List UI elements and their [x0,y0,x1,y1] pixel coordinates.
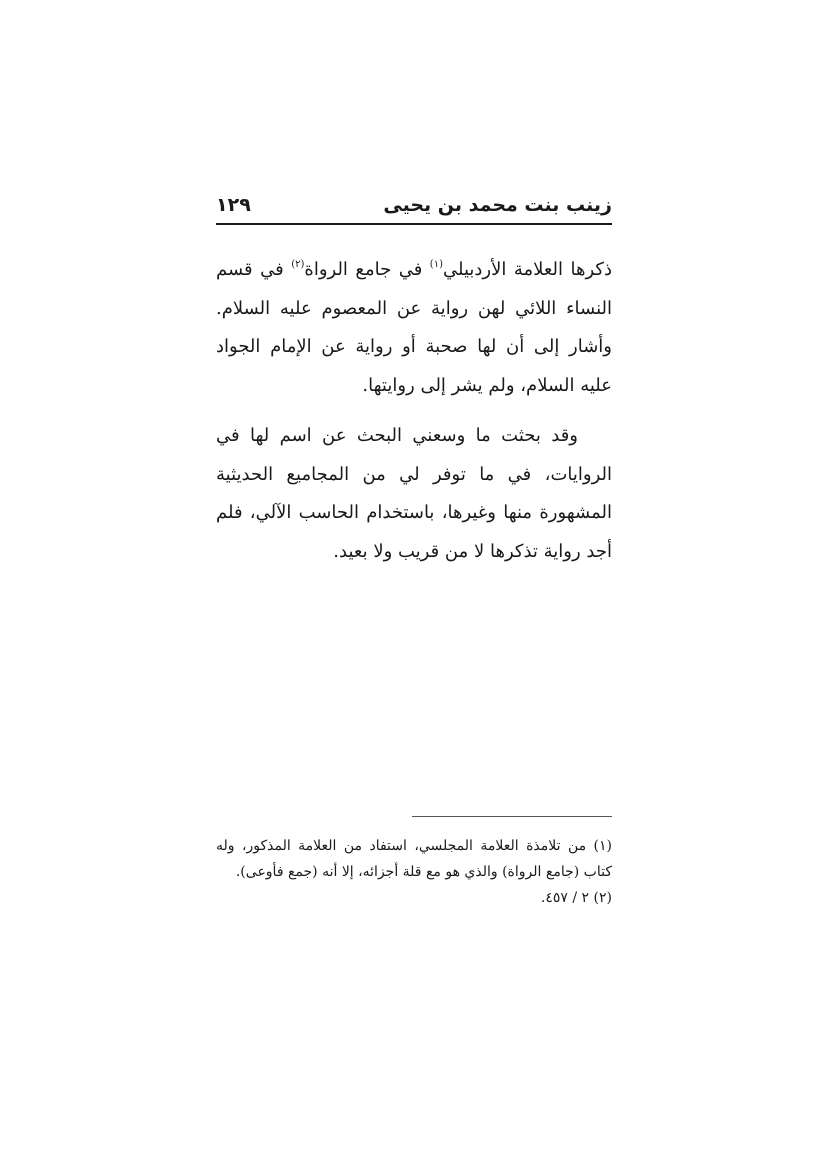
footnote-ref-2[interactable]: (٢) [291,259,305,270]
page-number: ١٢٩ [216,194,251,216]
footnotes [216,833,612,911]
header-divider [216,223,612,225]
header-title: زينب بنت محمد بن يحيى [383,194,612,216]
running-header [216,190,612,222]
paragraph-1 [216,251,612,405]
paragraph-2: وقد بحثت ما وسعني البحث عن اسم لها في الروايات، في ما توفر لي من المجاميع الحديثية المشهورة منها وغيرها، باستخدام الحاسب الآلي، فلم أجد رواية تذكرها لا من قريب ولا بعيد. [216,425,612,562]
paragraph-1-part-2: في جامع الرواة [304,259,430,280]
footnote-2: (٢) ٢ / ٤٥٧. [540,890,612,906]
paragraph-1-part-1: ذكرها العلامة الأردبيلي [442,259,612,280]
paragraph-1-part-3: في قسم النساء اللائي لهن رواية عن المعصوم عليه السلام. وأشار إلى أن لها صحبة أو رواية عن الإمام الجواد عليه السلام، ولم يشر إلى روايتها. [216,259,612,396]
footnote-1: (١) من تلامذة العلامة المجلسي، استفاد من العلامة المذكور، وله كتاب (جامع الرواة) والذي هو مع قلة أجزائه، إلا أنه (جمع فأوعى). [216,838,612,880]
footnote-ref-1[interactable]: (١) [429,259,443,270]
footnote-divider [412,816,612,817]
main-text [216,251,612,571]
